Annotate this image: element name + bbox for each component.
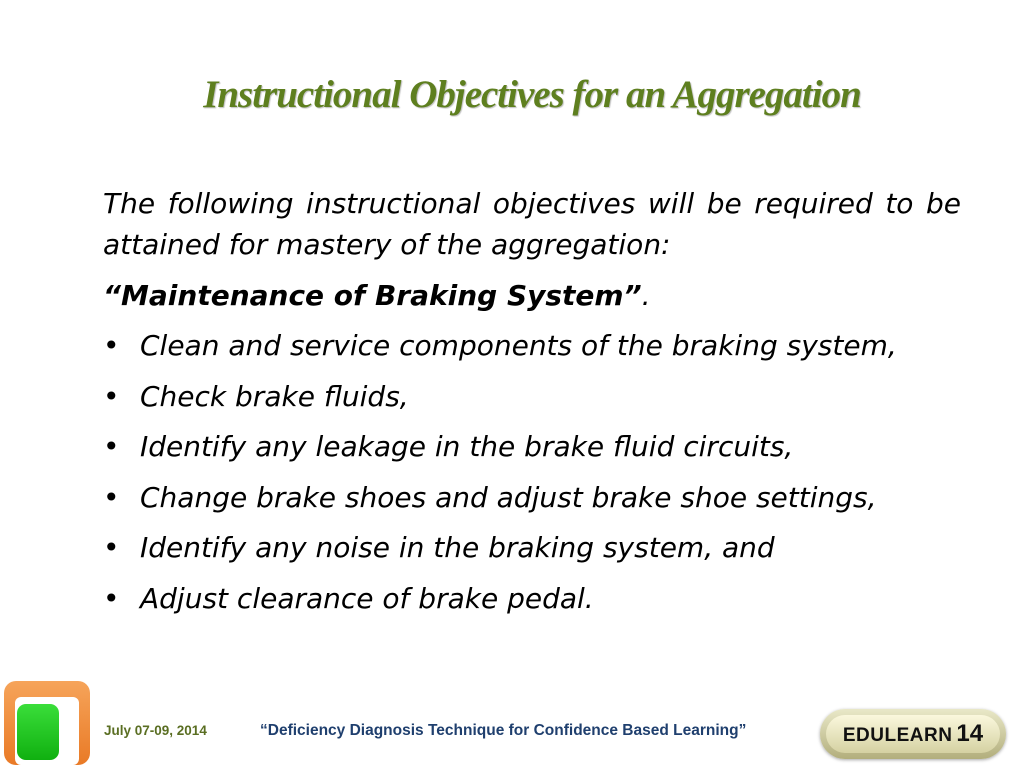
objective-text: Adjust clearance of brake pedal. bbox=[140, 581, 594, 615]
bullet-icon: • bbox=[103, 531, 120, 564]
logo-icon bbox=[3, 680, 91, 766]
objectives-list bbox=[103, 325, 961, 628]
aggregation-name: “Maintenance of Braking System” bbox=[103, 279, 642, 312]
conference-badge bbox=[820, 709, 1006, 759]
footer-paper-title: “Deficiency Diagnosis Technique for Confidence Based Learning” bbox=[260, 722, 747, 739]
intro-text: The following instructional objectives will be required to be attained for mastery of the aggregation: bbox=[103, 187, 961, 261]
aggregation-suffix: . bbox=[641, 279, 651, 312]
bullet-icon: • bbox=[103, 379, 120, 413]
footer-date: July 07-09, 2014 bbox=[104, 723, 207, 738]
bullet-icon: • bbox=[103, 480, 120, 514]
objective-text: Change brake shoes and adjust brake shoe settings, bbox=[140, 480, 877, 514]
bullet-icon: • bbox=[103, 329, 120, 362]
conference-name: EDULEARN bbox=[842, 725, 953, 746]
aggregation-line bbox=[103, 275, 961, 317]
objective-item bbox=[103, 527, 961, 578]
conference-badge-inner bbox=[826, 715, 1000, 753]
objective-text: Check brake fluids, bbox=[140, 379, 409, 413]
objective-text: Identify any noise in the braking system, and bbox=[140, 531, 775, 564]
objective-item bbox=[103, 477, 961, 528]
objective-text: Clean and service components of the braking system, bbox=[140, 329, 897, 362]
objective-item bbox=[103, 578, 961, 629]
objective-text: Identify any leakage in the brake fluid circuits, bbox=[140, 430, 794, 463]
conference-year: 14 bbox=[956, 720, 984, 747]
objective-item bbox=[103, 376, 961, 427]
objective-item bbox=[103, 325, 961, 376]
bullet-icon: • bbox=[103, 581, 120, 615]
slide-title: Instructional Objectives for an Aggregation bbox=[203, 73, 861, 116]
slide-body bbox=[103, 183, 961, 628]
objective-item bbox=[103, 426, 961, 477]
bullet-icon: • bbox=[103, 430, 120, 463]
